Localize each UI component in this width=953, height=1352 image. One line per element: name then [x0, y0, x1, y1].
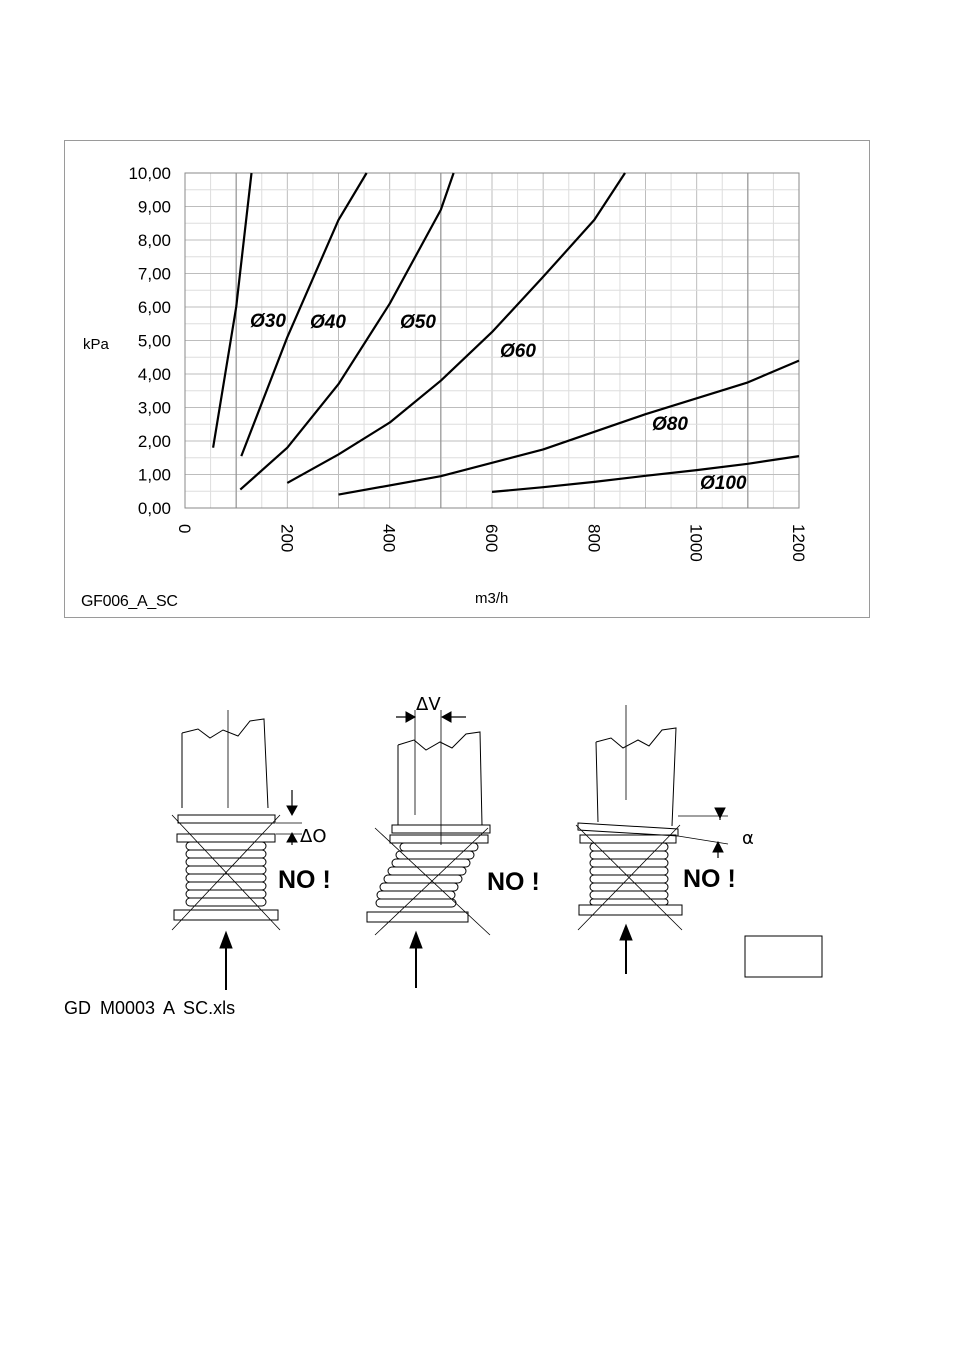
x-tick-label: 800: [584, 524, 604, 553]
series-label-4: Ø80: [652, 414, 688, 435]
y-tick-label: 9,00: [137, 197, 171, 217]
figure-lateral-offset: [367, 710, 490, 988]
bellows-coils: [186, 842, 266, 906]
file-name-label: GD M0003 A SC.xls: [64, 998, 236, 1018]
x-tick-label: 600: [482, 524, 501, 553]
x-axis-title: m3/h: [475, 590, 509, 607]
x-tick-label: 200: [277, 524, 297, 553]
x-tick-label: 1000: [686, 524, 706, 562]
x-tick-label: 1200: [789, 524, 808, 562]
force-arrow-icon: [620, 925, 632, 940]
no-label-2: NO !: [487, 868, 540, 896]
chart-reference-code: GF006_A_SC: [81, 593, 178, 610]
empty-box: [745, 936, 822, 977]
x-tick-label: 400: [379, 524, 399, 553]
y-tick-label: 6,00: [137, 298, 171, 317]
pressure-drop-chart: [64, 140, 870, 618]
y-tick-label: 7,00: [137, 264, 171, 284]
x-tick-label: 0: [175, 524, 194, 534]
no-label-3: NO !: [683, 865, 736, 893]
chart-svg: [65, 141, 871, 619]
bellows-coils-skewed: [376, 843, 478, 907]
figure-axial-offset: [172, 710, 302, 990]
series-label-5: Ø100: [700, 473, 747, 494]
y-tick-label: 0,00: [137, 499, 171, 518]
y-tick-label: 2,00: [137, 432, 171, 451]
y-tick-label: 5,00: [137, 331, 171, 351]
force-arrow-icon: [410, 932, 422, 948]
no-label-1: NO !: [278, 866, 331, 894]
delta-o-label: ΔO: [300, 826, 327, 847]
bellows-coils-angled: [590, 843, 668, 905]
y-tick-label: 3,00: [137, 398, 171, 418]
y-tick-label: 10,00: [128, 164, 171, 183]
series-label-0: Ø30: [250, 311, 286, 332]
y-axis-title: kPa: [83, 336, 109, 353]
y-tick-label: 8,00: [137, 231, 171, 250]
force-arrow-icon: [220, 932, 232, 948]
delta-v-label: ΔV: [416, 694, 441, 715]
y-tick-label: 1,00: [137, 465, 171, 485]
series-label-1: Ø40: [310, 312, 346, 333]
series-label-3: Ø60: [500, 341, 536, 362]
alpha-label: α: [742, 828, 754, 849]
series-line-0: [213, 173, 251, 448]
installation-diagram: [0, 690, 953, 1000]
y-tick-label: 4,00: [137, 365, 171, 384]
series-label-2: Ø50: [400, 312, 436, 333]
figure-angular-offset: [576, 705, 822, 977]
